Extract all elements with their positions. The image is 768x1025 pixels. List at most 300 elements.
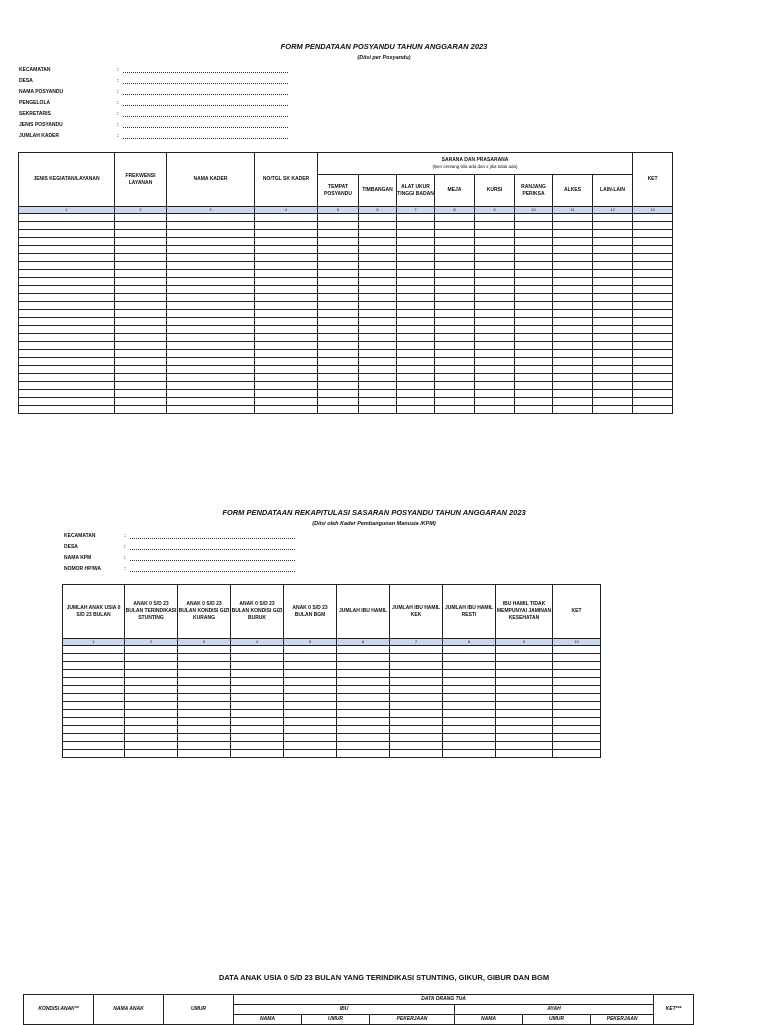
table-cell[interactable] (553, 262, 593, 270)
table-cell[interactable] (633, 286, 673, 294)
table-cell[interactable] (553, 270, 593, 278)
table-cell[interactable] (19, 262, 115, 270)
table-cell[interactable] (115, 342, 167, 350)
table-cell[interactable] (255, 262, 318, 270)
table-cell[interactable] (255, 398, 318, 406)
table-cell[interactable] (178, 686, 231, 694)
table-cell[interactable] (125, 750, 178, 758)
table-cell[interactable] (496, 734, 553, 742)
table-cell[interactable] (167, 214, 255, 222)
table-cell[interactable] (390, 702, 443, 710)
table-cell[interactable] (167, 342, 255, 350)
table-cell[interactable] (19, 390, 115, 398)
table-cell[interactable] (255, 382, 318, 390)
table-cell[interactable] (318, 254, 359, 262)
field-blank[interactable] (130, 544, 295, 550)
table-cell[interactable] (359, 302, 397, 310)
table-cell[interactable] (496, 646, 553, 654)
field-blank[interactable] (130, 555, 295, 561)
table-cell[interactable] (553, 246, 593, 254)
table-cell[interactable] (115, 358, 167, 366)
table-cell[interactable] (633, 214, 673, 222)
table-cell[interactable] (443, 694, 496, 702)
table-cell[interactable] (178, 710, 231, 718)
table-cell[interactable] (593, 366, 633, 374)
table-cell[interactable] (435, 398, 475, 406)
table-cell[interactable] (255, 358, 318, 366)
table-cell[interactable] (125, 646, 178, 654)
table-cell[interactable] (475, 406, 515, 414)
table-cell[interactable] (475, 254, 515, 262)
table-cell[interactable] (115, 294, 167, 302)
table-cell[interactable] (397, 214, 435, 222)
table-cell[interactable] (515, 270, 553, 278)
table-cell[interactable] (496, 726, 553, 734)
table-cell[interactable] (435, 318, 475, 326)
table-cell[interactable] (553, 694, 601, 702)
table-cell[interactable] (359, 270, 397, 278)
table-cell[interactable] (115, 254, 167, 262)
table-cell[interactable] (390, 646, 443, 654)
table-cell[interactable] (115, 230, 167, 238)
table-cell[interactable] (593, 350, 633, 358)
table-cell[interactable] (125, 662, 178, 670)
table-cell[interactable] (19, 294, 115, 302)
table-cell[interactable] (125, 654, 178, 662)
table-cell[interactable] (553, 294, 593, 302)
table-cell[interactable] (167, 222, 255, 230)
table-cell[interactable] (496, 710, 553, 718)
table-cell[interactable] (19, 238, 115, 246)
table-cell[interactable] (633, 310, 673, 318)
table-cell[interactable] (515, 366, 553, 374)
table-cell[interactable] (63, 654, 125, 662)
table-cell[interactable] (443, 702, 496, 710)
table-cell[interactable] (231, 726, 284, 734)
table-cell[interactable] (337, 678, 390, 686)
table-cell[interactable] (633, 270, 673, 278)
table-cell[interactable] (475, 342, 515, 350)
table-cell[interactable] (390, 686, 443, 694)
table-cell[interactable] (167, 270, 255, 278)
table-cell[interactable] (553, 686, 601, 694)
table-cell[interactable] (318, 398, 359, 406)
table-cell[interactable] (19, 254, 115, 262)
table-cell[interactable] (167, 334, 255, 342)
table-cell[interactable] (515, 390, 553, 398)
table-cell[interactable] (255, 310, 318, 318)
table-cell[interactable] (318, 246, 359, 254)
table-cell[interactable] (443, 662, 496, 670)
table-cell[interactable] (284, 670, 337, 678)
table-cell[interactable] (593, 302, 633, 310)
table-cell[interactable] (553, 702, 601, 710)
table-cell[interactable] (178, 646, 231, 654)
table-cell[interactable] (167, 406, 255, 414)
table-cell[interactable] (553, 670, 601, 678)
table-cell[interactable] (63, 670, 125, 678)
table-cell[interactable] (231, 734, 284, 742)
table-cell[interactable] (593, 294, 633, 302)
table-cell[interactable] (167, 254, 255, 262)
table-cell[interactable] (167, 390, 255, 398)
table-cell[interactable] (125, 694, 178, 702)
table-cell[interactable] (19, 374, 115, 382)
table-cell[interactable] (435, 326, 475, 334)
table-cell[interactable] (63, 694, 125, 702)
table-cell[interactable] (593, 254, 633, 262)
table-cell[interactable] (435, 270, 475, 278)
table-cell[interactable] (515, 222, 553, 230)
table-cell[interactable] (255, 230, 318, 238)
table-cell[interactable] (359, 350, 397, 358)
table-cell[interactable] (397, 342, 435, 350)
table-cell[interactable] (255, 334, 318, 342)
table-cell[interactable] (633, 230, 673, 238)
table-cell[interactable] (553, 678, 601, 686)
table-cell[interactable] (443, 646, 496, 654)
table-cell[interactable] (255, 318, 318, 326)
table-cell[interactable] (337, 694, 390, 702)
table-cell[interactable] (397, 310, 435, 318)
table-cell[interactable] (435, 390, 475, 398)
table-cell[interactable] (475, 382, 515, 390)
table-cell[interactable] (115, 406, 167, 414)
table-cell[interactable] (553, 366, 593, 374)
table-cell[interactable] (19, 246, 115, 254)
table-cell[interactable] (553, 654, 601, 662)
table-cell[interactable] (435, 254, 475, 262)
table-cell[interactable] (390, 654, 443, 662)
table-cell[interactable] (115, 222, 167, 230)
table-cell[interactable] (633, 406, 673, 414)
table-cell[interactable] (633, 294, 673, 302)
table-cell[interactable] (515, 398, 553, 406)
table-cell[interactable] (633, 222, 673, 230)
table-cell[interactable] (435, 262, 475, 270)
table-cell[interactable] (435, 294, 475, 302)
table-cell[interactable] (359, 294, 397, 302)
table-cell[interactable] (390, 710, 443, 718)
table-cell[interactable] (593, 390, 633, 398)
table-cell[interactable] (19, 398, 115, 406)
table-cell[interactable] (443, 678, 496, 686)
table-cell[interactable] (553, 302, 593, 310)
table-cell[interactable] (390, 662, 443, 670)
table-cell[interactable] (496, 718, 553, 726)
table-cell[interactable] (19, 334, 115, 342)
table-cell[interactable] (435, 286, 475, 294)
table-cell[interactable] (435, 374, 475, 382)
table-cell[interactable] (435, 310, 475, 318)
table-cell[interactable] (318, 294, 359, 302)
table-cell[interactable] (284, 726, 337, 734)
table-cell[interactable] (397, 278, 435, 286)
table-cell[interactable] (115, 326, 167, 334)
table-cell[interactable] (593, 230, 633, 238)
table-cell[interactable] (359, 238, 397, 246)
table-cell[interactable] (397, 390, 435, 398)
table-cell[interactable] (19, 318, 115, 326)
table-cell[interactable] (19, 278, 115, 286)
table-cell[interactable] (397, 358, 435, 366)
table-cell[interactable] (318, 406, 359, 414)
table-cell[interactable] (515, 294, 553, 302)
table-cell[interactable] (255, 246, 318, 254)
table-cell[interactable] (443, 734, 496, 742)
table-cell[interactable] (397, 334, 435, 342)
table-cell[interactable] (475, 294, 515, 302)
table-cell[interactable] (553, 310, 593, 318)
table-cell[interactable] (255, 326, 318, 334)
table-cell[interactable] (475, 246, 515, 254)
table-cell[interactable] (496, 742, 553, 750)
table-cell[interactable] (397, 222, 435, 230)
table-cell[interactable] (125, 702, 178, 710)
table-cell[interactable] (284, 710, 337, 718)
table-cell[interactable] (115, 334, 167, 342)
table-cell[interactable] (115, 214, 167, 222)
table-cell[interactable] (496, 662, 553, 670)
table-cell[interactable] (115, 238, 167, 246)
table-cell[interactable] (633, 238, 673, 246)
table-cell[interactable] (284, 742, 337, 750)
table-cell[interactable] (284, 662, 337, 670)
table-cell[interactable] (593, 222, 633, 230)
table-cell[interactable] (553, 406, 593, 414)
field-blank[interactable] (130, 566, 295, 572)
table-cell[interactable] (553, 286, 593, 294)
table-cell[interactable] (443, 710, 496, 718)
table-cell[interactable] (397, 318, 435, 326)
table-cell[interactable] (19, 382, 115, 390)
table-cell[interactable] (318, 358, 359, 366)
table-cell[interactable] (475, 326, 515, 334)
table-cell[interactable] (115, 246, 167, 254)
table-cell[interactable] (115, 318, 167, 326)
table-cell[interactable] (255, 214, 318, 222)
field-blank[interactable] (123, 133, 288, 139)
table-cell[interactable] (63, 662, 125, 670)
table-cell[interactable] (125, 718, 178, 726)
field-blank[interactable] (130, 533, 295, 539)
table-cell[interactable] (435, 342, 475, 350)
table-cell[interactable] (553, 726, 601, 734)
table-cell[interactable] (125, 726, 178, 734)
table-cell[interactable] (553, 326, 593, 334)
table-cell[interactable] (390, 726, 443, 734)
table-cell[interactable] (318, 390, 359, 398)
table-cell[interactable] (443, 686, 496, 694)
table-cell[interactable] (443, 670, 496, 678)
table-cell[interactable] (515, 238, 553, 246)
table-cell[interactable] (359, 246, 397, 254)
table-cell[interactable] (359, 366, 397, 374)
table-cell[interactable] (63, 726, 125, 734)
table-cell[interactable] (633, 254, 673, 262)
table-cell[interactable] (167, 294, 255, 302)
table-cell[interactable] (553, 710, 601, 718)
table-cell[interactable] (475, 230, 515, 238)
table-cell[interactable] (515, 230, 553, 238)
table-cell[interactable] (443, 718, 496, 726)
table-cell[interactable] (475, 238, 515, 246)
table-cell[interactable] (125, 742, 178, 750)
table-cell[interactable] (255, 390, 318, 398)
table-cell[interactable] (397, 350, 435, 358)
table-cell[interactable] (435, 214, 475, 222)
table-cell[interactable] (553, 230, 593, 238)
table-cell[interactable] (593, 318, 633, 326)
table-cell[interactable] (19, 222, 115, 230)
table-cell[interactable] (178, 654, 231, 662)
table-cell[interactable] (115, 398, 167, 406)
table-cell[interactable] (178, 678, 231, 686)
table-cell[interactable] (397, 270, 435, 278)
table-cell[interactable] (318, 270, 359, 278)
table-cell[interactable] (475, 270, 515, 278)
table-cell[interactable] (435, 350, 475, 358)
table-cell[interactable] (178, 662, 231, 670)
table-cell[interactable] (475, 214, 515, 222)
table-cell[interactable] (284, 718, 337, 726)
table-cell[interactable] (318, 366, 359, 374)
table-cell[interactable] (337, 734, 390, 742)
table-cell[interactable] (115, 382, 167, 390)
table-cell[interactable] (443, 654, 496, 662)
table-cell[interactable] (593, 246, 633, 254)
table-cell[interactable] (63, 710, 125, 718)
table-cell[interactable] (390, 694, 443, 702)
table-cell[interactable] (515, 262, 553, 270)
table-cell[interactable] (255, 286, 318, 294)
table-cell[interactable] (19, 230, 115, 238)
table-cell[interactable] (496, 702, 553, 710)
table-cell[interactable] (593, 286, 633, 294)
table-cell[interactable] (593, 310, 633, 318)
table-cell[interactable] (515, 302, 553, 310)
table-cell[interactable] (515, 254, 553, 262)
table-cell[interactable] (593, 270, 633, 278)
table-cell[interactable] (359, 214, 397, 222)
table-cell[interactable] (115, 278, 167, 286)
table-cell[interactable] (231, 718, 284, 726)
table-cell[interactable] (475, 262, 515, 270)
table-cell[interactable] (63, 742, 125, 750)
table-cell[interactable] (337, 702, 390, 710)
table-cell[interactable] (178, 718, 231, 726)
table-cell[interactable] (284, 686, 337, 694)
table-cell[interactable] (255, 238, 318, 246)
table-cell[interactable] (337, 750, 390, 758)
table-cell[interactable] (19, 406, 115, 414)
table-cell[interactable] (633, 302, 673, 310)
field-blank[interactable] (123, 100, 288, 106)
table-cell[interactable] (390, 718, 443, 726)
table-cell[interactable] (337, 654, 390, 662)
table-cell[interactable] (359, 334, 397, 342)
table-cell[interactable] (167, 382, 255, 390)
table-cell[interactable] (633, 278, 673, 286)
table-cell[interactable] (397, 262, 435, 270)
table-cell[interactable] (167, 230, 255, 238)
table-cell[interactable] (397, 382, 435, 390)
table-cell[interactable] (167, 358, 255, 366)
table-cell[interactable] (553, 390, 593, 398)
table-cell[interactable] (167, 398, 255, 406)
table-cell[interactable] (115, 310, 167, 318)
table-cell[interactable] (435, 302, 475, 310)
table-cell[interactable] (593, 334, 633, 342)
table-cell[interactable] (475, 302, 515, 310)
table-cell[interactable] (167, 262, 255, 270)
table-cell[interactable] (255, 366, 318, 374)
table-cell[interactable] (633, 326, 673, 334)
table-cell[interactable] (125, 686, 178, 694)
table-cell[interactable] (475, 278, 515, 286)
table-cell[interactable] (337, 710, 390, 718)
table-cell[interactable] (435, 222, 475, 230)
table-cell[interactable] (337, 646, 390, 654)
table-cell[interactable] (553, 374, 593, 382)
table-cell[interactable] (231, 750, 284, 758)
table-cell[interactable] (496, 670, 553, 678)
table-cell[interactable] (19, 350, 115, 358)
table-cell[interactable] (553, 222, 593, 230)
table-cell[interactable] (633, 246, 673, 254)
table-cell[interactable] (167, 350, 255, 358)
table-cell[interactable] (397, 302, 435, 310)
table-cell[interactable] (496, 750, 553, 758)
table-cell[interactable] (19, 214, 115, 222)
table-cell[interactable] (633, 398, 673, 406)
table-cell[interactable] (318, 302, 359, 310)
table-cell[interactable] (284, 654, 337, 662)
table-cell[interactable] (318, 286, 359, 294)
table-cell[interactable] (115, 270, 167, 278)
table-cell[interactable] (475, 398, 515, 406)
table-cell[interactable] (633, 342, 673, 350)
field-blank[interactable] (123, 122, 288, 128)
table-cell[interactable] (19, 302, 115, 310)
table-cell[interactable] (593, 342, 633, 350)
table-cell[interactable] (255, 270, 318, 278)
table-cell[interactable] (115, 286, 167, 294)
table-cell[interactable] (633, 382, 673, 390)
table-cell[interactable] (593, 406, 633, 414)
table-cell[interactable] (553, 254, 593, 262)
table-cell[interactable] (63, 750, 125, 758)
table-cell[interactable] (397, 326, 435, 334)
table-cell[interactable] (63, 686, 125, 694)
table-cell[interactable] (593, 238, 633, 246)
table-cell[interactable] (553, 214, 593, 222)
table-cell[interactable] (167, 326, 255, 334)
table-cell[interactable] (475, 374, 515, 382)
table-cell[interactable] (359, 358, 397, 366)
table-cell[interactable] (359, 286, 397, 294)
table-cell[interactable] (633, 374, 673, 382)
table-cell[interactable] (443, 726, 496, 734)
table-cell[interactable] (359, 326, 397, 334)
table-cell[interactable] (515, 278, 553, 286)
table-cell[interactable] (515, 382, 553, 390)
table-cell[interactable] (496, 678, 553, 686)
table-cell[interactable] (397, 238, 435, 246)
table-cell[interactable] (397, 230, 435, 238)
table-cell[interactable] (397, 406, 435, 414)
table-cell[interactable] (115, 390, 167, 398)
